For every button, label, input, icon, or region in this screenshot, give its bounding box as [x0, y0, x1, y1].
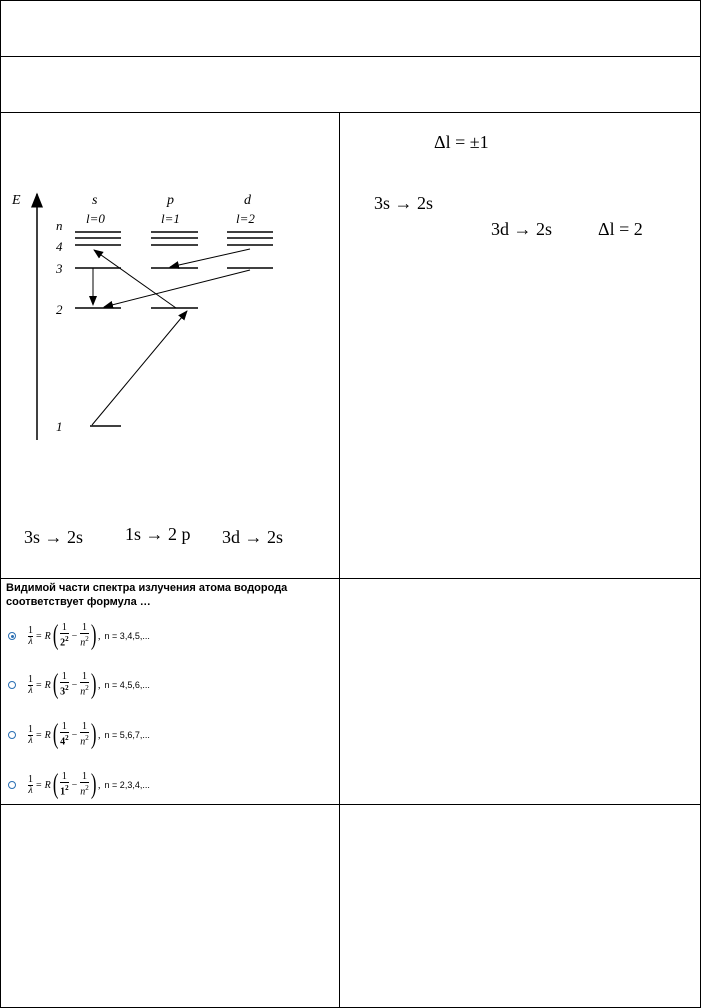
n-range: n = 4,5,6,... [104, 680, 150, 690]
transition-3d-2s: 3d → 2s [222, 527, 284, 547]
energy-level-diagram [0, 180, 340, 520]
radio-button[interactable] [8, 681, 16, 689]
answer-cell [339, 578, 701, 805]
col-d-symbol: d [244, 193, 251, 208]
answer-option[interactable] [8, 767, 150, 803]
formula: $\frac{1}{\lambda}$ = R ( $\frac{1}{2^2}$ − $\frac{1}{n^2}$ ) , n = 3,4,5,... [28, 620, 150, 651]
explanation-cell [339, 112, 701, 579]
level-1-label: 1 [56, 419, 63, 434]
k-value: 3 [60, 686, 66, 698]
level-3-label: 3 [56, 261, 63, 276]
n-range: n = 5,6,7,... [104, 730, 150, 740]
level-4-label: 4 [56, 239, 63, 254]
empty-cell-left [0, 804, 340, 1008]
header-row-2 [0, 56, 701, 113]
energy-axis-label: E [12, 193, 21, 208]
level-2-label: 2 [56, 302, 63, 317]
n-range: n = 3,4,5,... [104, 631, 150, 641]
answer-option[interactable] [8, 667, 150, 703]
transition-3s-2s: 3s → 2s [24, 527, 84, 547]
col-d-l: l=2 [236, 211, 255, 226]
example-3d-2s: 3d → 2s [491, 219, 553, 239]
formula: $\frac{1}{\lambda}$ = R ( $\frac{1}{4^2}$ − $\frac{1}{n^2}$ ) , n = 5,6,7,... [28, 719, 150, 750]
n-range: n = 2,3,4,... [104, 780, 150, 790]
header-row-1 [0, 0, 701, 57]
selection-rule: Δl = ±1 [434, 132, 489, 152]
empty-cell-right [339, 804, 701, 1008]
radio-button[interactable] [8, 632, 16, 640]
answer-option[interactable] [8, 717, 150, 753]
col-p-symbol: p [167, 193, 174, 208]
formula: $\frac{1}{\lambda}$ = R ( $\frac{1}{3^2}$ − $\frac{1}{n^2}$ ) , n = 4,5,6,... [28, 669, 150, 700]
arrow-4d-3p [170, 249, 250, 267]
radio-button[interactable] [8, 781, 16, 789]
answer-option[interactable] [8, 618, 150, 654]
col-p-l: l=1 [161, 211, 180, 226]
s-levels [75, 232, 121, 426]
k-value: 4 [60, 736, 66, 748]
example-3s-2s: 3s → 2s [374, 193, 434, 213]
d-levels [227, 232, 273, 268]
col-s-symbol: s [92, 193, 98, 208]
p-levels [151, 232, 198, 308]
transition-1s-2p: 1s → 2 p [125, 524, 191, 544]
arrow-1s-2p [92, 311, 187, 425]
delta-l-2: Δl = 2 [598, 219, 643, 239]
radio-button[interactable] [8, 731, 16, 739]
n-label: n [56, 218, 63, 233]
col-s-l: l=0 [86, 211, 105, 226]
formula: $\frac{1}{\lambda}$ = R ( $\frac{1}{1^2}$ − $\frac{1}{n^2}$ ) , n = 2,3,4,... [28, 769, 150, 800]
k-value: 1 [60, 786, 66, 798]
question-text: Видимой части спектра излучения атома водорода соответствует формула … [6, 582, 288, 608]
arrow-3d-2s [104, 270, 250, 307]
k-value: 2 [60, 637, 66, 649]
